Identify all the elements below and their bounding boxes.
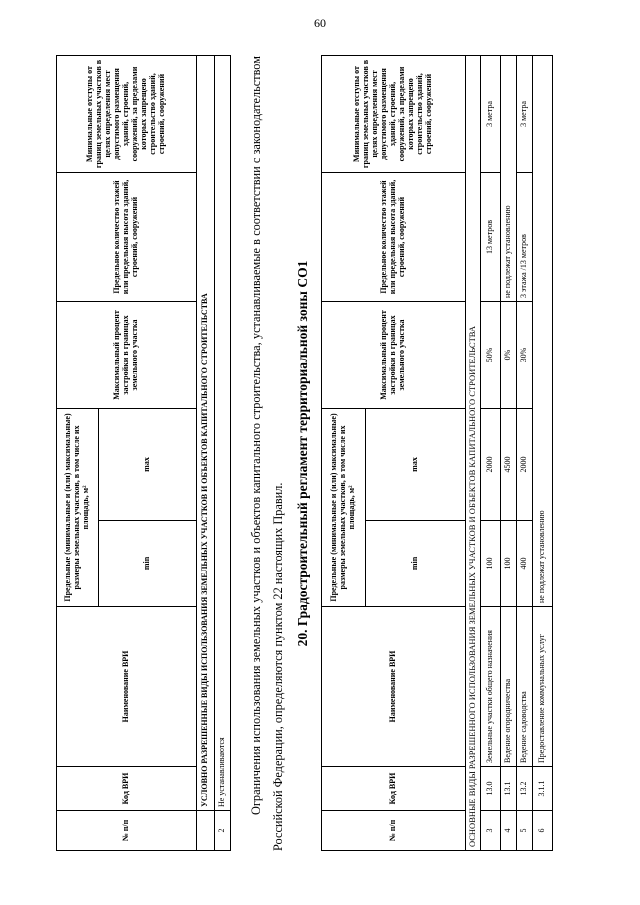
row-min: 100 [500, 521, 516, 607]
col-header-floors: Предельное количество этажей или предельная высота зданий, строений, сооружений [322, 173, 466, 302]
row-code: 3.1.1 [532, 767, 552, 811]
restrictions-paragraph: Ограничения использования земельных участков и объектов капитального строительства, устанавливаемые в соответствии с законодательством Российской Федерации, определяются пунктом 22 настоящих Правил. [249, 56, 285, 851]
row-num: 3 [480, 811, 500, 851]
row-num: 6 [532, 811, 552, 851]
row-name: Ведение садоводства [516, 607, 532, 767]
col-header-num: № п/п [322, 811, 466, 851]
col-header-code: Код ВРИ [57, 767, 197, 811]
row-setback: 3 метра [480, 56, 500, 173]
row-not-set: не подлежат установлению [532, 56, 552, 607]
col-header-floors: Предельное количество этажей или предельная высота зданий, строений, сооружений [57, 173, 197, 302]
row-code: 13.0 [480, 767, 500, 811]
col-header-area: Предельные (минимальные и (или) максимальные) размеры земельных участков, в том числе их площадь, м² [57, 409, 99, 607]
table-zone-so1 [321, 55, 553, 851]
row-max: 4500 [500, 409, 516, 521]
section-main-uses: ОСНОВНЫЕ ВИДЫ РАЗРЕШЕННОГО ИСПОЛЬЗОВАНИЯ ЗЕМЕЛЬНЫХ УЧАСТКОВ И ОБЪЕКТОВ КАПИТАЛЬНОГО СТРОИТЕЛЬСТВА [466, 56, 481, 851]
row-code: 13.1 [500, 767, 516, 811]
row-floors: 13 метров [480, 173, 500, 302]
col-header-name: Наименование ВРИ [322, 607, 466, 767]
row-max: 2000 [480, 409, 500, 521]
row-text: Не устанавливаются [215, 56, 231, 811]
col-header-num: № п/п [57, 811, 197, 851]
row-percent: 50% [480, 302, 500, 409]
col-header-max: max [366, 409, 466, 521]
table-conditional-uses [56, 55, 231, 851]
col-header-percent: Максимальный процент застройки в границах земельного участка [57, 302, 197, 409]
col-header-percent: Максимальный процент застройки в границах земельного участка [322, 302, 466, 409]
zone-heading: 20. Градостроительный регламент территориальной зоны СО1 [295, 260, 310, 647]
col-header-min: min [366, 521, 466, 607]
row-percent: 0% [500, 302, 516, 409]
row-max: 2000 [516, 409, 532, 521]
row-name: Ведение огородничества [500, 607, 516, 767]
col-header-name: Наименование ВРИ [57, 607, 197, 767]
page-number: 60 [314, 16, 326, 30]
col-header-max: max [99, 409, 197, 521]
row-name: Земельные участки общего назначения [480, 607, 500, 767]
row-min: 100 [480, 521, 500, 607]
row-name: Предоставление коммунальных услуг [532, 607, 552, 767]
row-percent: 30% [516, 302, 532, 409]
section-conditional: УСЛОВНО РАЗРЕШЕННЫЕ ВИДЫ ИСПОЛЬЗОВАНИЯ ЗЕМЕЛЬНЫХ УЧАСТКОВ И ОБЪЕКТОВ КАПИТАЛЬНОГО СТРОИТЕЛЬСТВА [197, 56, 215, 811]
row-num: 5 [516, 811, 532, 851]
col-header-setback: Минимальные отступы от границ земельных участков в целях определения мест допустимого размещения зданий, строений, сооружений, за пределами которых запрещено строительство зданий, строений, сооружений [57, 56, 197, 173]
row-setback: 3 метра [516, 56, 532, 173]
row-num: 4 [500, 811, 516, 851]
row-code: 13.2 [516, 767, 532, 811]
col-header-min: min [99, 521, 197, 607]
row-num: 2 [215, 811, 231, 851]
col-header-area: Предельные (минимальные и (или) максимальные) размеры земельных участков, в том числе их площадь, м² [322, 409, 366, 607]
col-header-code: Код ВРИ [322, 767, 466, 811]
row-not-set: не подлежат установлению [500, 56, 516, 302]
rotated-page-content [56, 56, 584, 851]
col-header-setback: Минимальные отступы от границ земельных участков в целях определения мест допустимого размещения зданий, строений, сооружений, за пределами которых запрещено строительство зданий, строений, сооружений [322, 56, 466, 173]
row-min: 400 [516, 521, 532, 607]
row-floors: 3 этажа /13 метров [516, 173, 532, 302]
